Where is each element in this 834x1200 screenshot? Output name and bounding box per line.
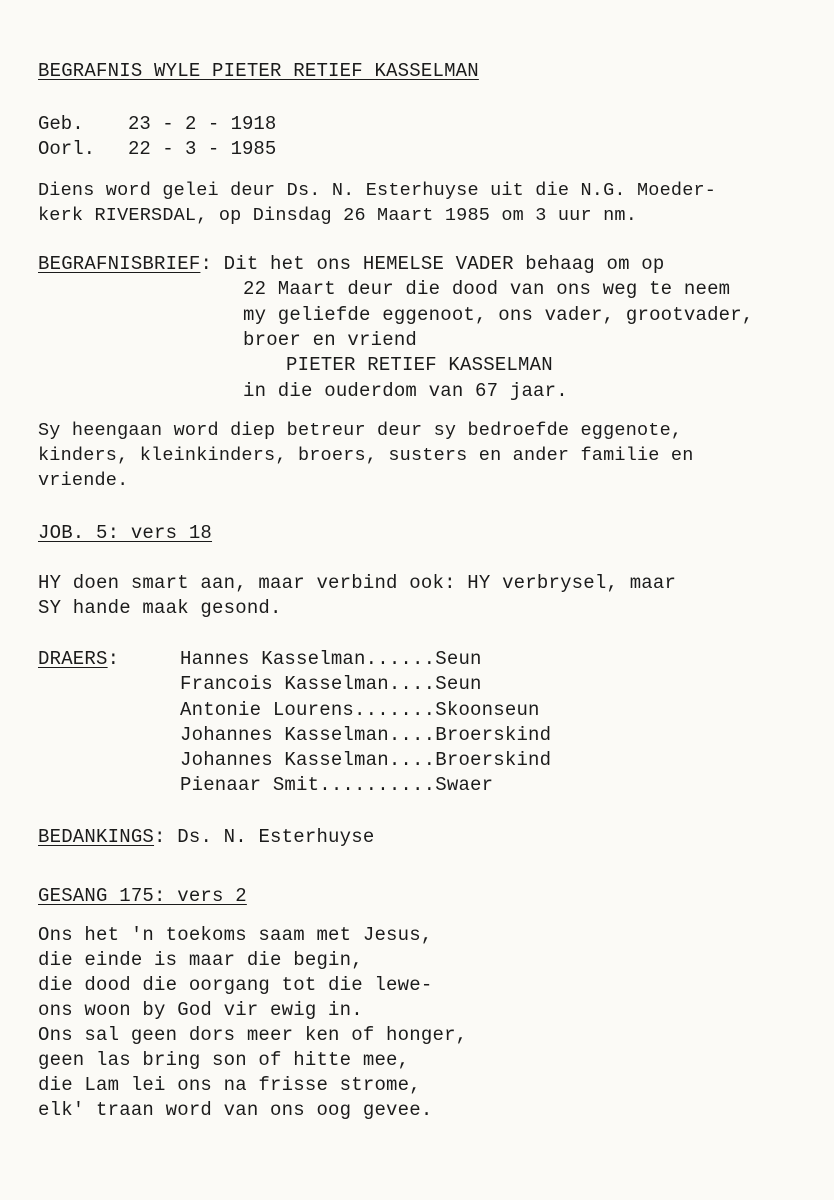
scripture-heading: JOB. 5: vers 18 (38, 522, 213, 544)
born-label: Geb. (38, 113, 84, 135)
hymn-line-7: die Lam lei ons na frisse strome, (38, 1074, 421, 1096)
thanks-label: BEDANKINGS (38, 826, 155, 848)
letter-line-2: 22 Maart deur die dood van ons weg te neem (243, 278, 731, 300)
letter-line-4: broer en vriend (243, 329, 418, 351)
born-date: 23 - 2 - 1918 (128, 113, 277, 135)
letter-label: BEGRAFNISBRIEF (38, 253, 201, 275)
bearer-6: Pienaar Smit..........Swaer (180, 774, 494, 796)
hymn-line-1: Ons het 'n toekoms saam met Jesus, (38, 924, 433, 946)
scripture-line-2: SY hande maak gesond. (38, 597, 282, 619)
hymn-line-2: die einde is maar die begin, (38, 949, 363, 971)
thanks-text: : Ds. N. Esterhuyse (154, 826, 375, 848)
mourning-line-1: Sy heengaan word diep betreur deur sy bedroefde eggenote, (38, 420, 683, 441)
hymn-line-5: Ons sal geen dors meer ken of honger, (38, 1024, 468, 1046)
hymn-line-3: die dood die oorgang tot die lewe- (38, 974, 433, 996)
bearer-2: Francois Kasselman....Seun (180, 673, 482, 695)
letter-line-3: my geliefde eggenoot, ons vader, grootvader, (243, 304, 754, 326)
letter-line-6: in die ouderdom van 67 jaar. (243, 380, 568, 402)
died-label: Oorl. (38, 138, 96, 160)
bearers-heading (38, 648, 119, 670)
service-line-1: Diens word gelei deur Ds. N. Esterhuyse uit die N.G. Moeder- (38, 180, 717, 201)
hymn-line-6: geen las bring son of hitte mee, (38, 1049, 410, 1071)
bearer-4: Johannes Kasselman....Broerskind (180, 724, 552, 746)
letter-first-line: : Dit het ons HEMELSE VADER behaag om op (200, 253, 665, 275)
hymn-heading: GESANG 175: vers 2 (38, 885, 247, 907)
document-title: BEGRAFNIS WYLE PIETER RETIEF KASSELMAN (38, 60, 479, 82)
deceased-name: PIETER RETIEF KASSELMAN (286, 354, 553, 376)
bearers-colon: : (107, 648, 120, 670)
mourning-line-3: vriende. (38, 470, 129, 491)
thanks-line (38, 826, 374, 848)
mourning-line-2: kinders, kleinkinders, broers, susters en ander familie en (38, 445, 694, 466)
died-date: 22 - 3 - 1985 (128, 138, 277, 160)
service-line-2: kerk RIVERSDAL, op Dinsdag 26 Maart 1985 om 3 uur nm. (38, 205, 637, 226)
scripture-line-1: HY doen smart aan, maar verbind ook: HY verbrysel, maar (38, 572, 677, 594)
hymn-line-8: elk' traan word van ons oog gevee. (38, 1099, 433, 1121)
bearer-3: Antonie Lourens.......Skoonseun (180, 699, 540, 721)
bearer-5: Johannes Kasselman....Broerskind (180, 749, 552, 771)
bearers-label: DRAERS (38, 648, 108, 670)
letter-heading (38, 253, 665, 275)
bearer-1: Hannes Kasselman......Seun (180, 648, 482, 670)
hymn-line-4: ons woon by God vir ewig in. (38, 999, 363, 1021)
